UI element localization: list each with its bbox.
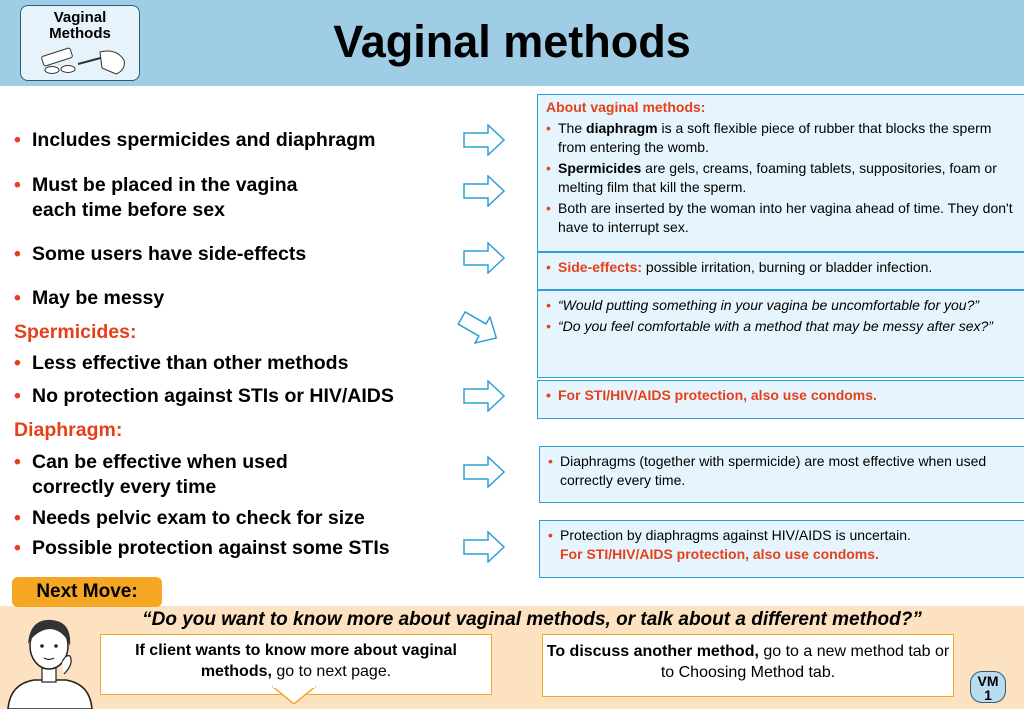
about-1-post: is a soft flexible piece of rubber that blocks the sperm from entering the womb. [558,120,992,155]
next-move-label: Next Move: [12,577,162,607]
bullet-text: Includes spermicides and diaphragm [32,129,376,151]
badge-line2: 1 [984,687,992,703]
bullet-text: Needs pelvic exam to check for size [32,507,365,529]
section-spermicides: Spermicides: [14,321,137,343]
sti-protection-box [537,380,1024,419]
arrow-right-icon [463,531,505,563]
diaphragm-hiv-text: Protection by diaphragms against HIV/AIDS is uncertain. [560,527,911,543]
arrow-right-icon [463,175,505,207]
arrow-right-icon [463,456,505,488]
tab-label-line1: Vaginal [53,9,107,26]
side-effects-text: possible irritation, burning or bladder infection. [642,259,933,275]
page-badge [970,671,1006,703]
diaphragm-condoms-text: For STI/HIV/AIDS protection, also use condoms. [560,546,879,562]
page-title: Vaginal methods [333,16,691,67]
bullet-messy: • May be messy [14,287,165,309]
bullet-side-effects: • Some users have side-effects [14,243,307,265]
side-effects-box [537,252,1024,290]
diaphragm-effective-item: • Diaphragms (together with spermicide) are most effective when used correctly every time. [548,452,1021,490]
bullet-includes: • Includes spermicides and diaphragm [14,129,376,151]
badge-line1: VM [977,673,999,689]
counselor-avatar-icon [4,612,96,709]
side-effects-label: Side-effects: [558,259,643,275]
about-inserted-item: • Both are inserted by the woman into her vagina ahead of time. They don't have to interrupt sex. [546,199,1019,237]
question-messy: • “Do you feel comfortable with a method that may be messy after sex?” [546,317,1019,336]
bullet-text: Some users have side-effects [32,243,307,265]
arrow-diagonal-icon [453,304,505,353]
about-2-post: are gels, creams, foaming tablets, suppositories, foam or melting film that kill the sperm. [558,160,997,195]
bullet-pelvic-exam: • Needs pelvic exam to check for size [14,507,365,529]
about-heading: About vaginal methods: [546,99,706,115]
section-diaphragm: Diaphragm: [14,419,123,441]
bullet-text: May be messy [32,287,165,309]
bullet-placed-in-vagina: • Must be placed in the vagina each time before sex [14,174,298,221]
discuss-rest-text: go to a new method tab or to Choosing Method tab. [660,643,950,681]
about-diaphragm-item [546,119,1019,157]
about-vaginal-methods-box [537,94,1024,252]
bullet-can-be-effective: • Can be effective when used correctly every time [14,451,288,498]
messy-questions-box [537,290,1024,378]
bullet-no-protection: • No protection against STIs or HIV/AIDS [14,385,394,407]
vaginal-methods-tab[interactable] [20,5,140,81]
hand-applicator-icon [30,44,130,80]
bullet-text: Possible protection against some STIs [32,537,390,559]
arrow-right-icon [463,124,505,156]
bullet-text-line1: Can be effective when used [32,451,288,473]
about-1-pre: The [558,120,587,136]
diaphragm-hiv-item [548,526,1021,564]
tab-label-line2: Methods [49,25,111,42]
callout-pointer [272,686,316,704]
bullet-text-line2: each time before sex [32,199,225,221]
about-2-bold: Spermicides [558,160,642,176]
about-1-bold: diaphragm [586,120,658,136]
side-effects-item [546,258,1019,277]
bullet-text: Less effective than other methods [32,352,349,374]
bullet-less-effective: • Less effective than other methods [14,352,349,374]
diaphragm-hiv-box [539,520,1024,578]
sti-protection-item: • For STI/HIV/AIDS protection, also use condoms. [546,386,1019,405]
arrow-right-icon [463,242,505,274]
arrow-right-icon [463,380,505,412]
discuss-bold-text: To discuss another method, [546,643,759,660]
continue-bold-text: If client wants to know more about vaginal methods, [135,642,457,680]
discuss-another-method-box[interactable] [542,634,954,697]
about-spermicides-item [546,159,1019,197]
diaphragm-effective-box [539,446,1024,503]
bullet-text-line1: Must be placed in the vagina [32,174,298,196]
next-move-question: “Do you want to know more about vaginal methods, or talk about a different method?” [142,609,922,630]
bullet-possible-protection: • Possible protection against some STIs [14,537,390,559]
continue-rest-text: go to next page. [271,663,392,680]
question-uncomfortable: • “Would putting something in your vagina be uncomfortable for you?” [546,296,1019,315]
bullet-text: No protection against STIs or HIV/AIDS [32,385,394,407]
bullet-text-line2: correctly every time [32,476,217,498]
